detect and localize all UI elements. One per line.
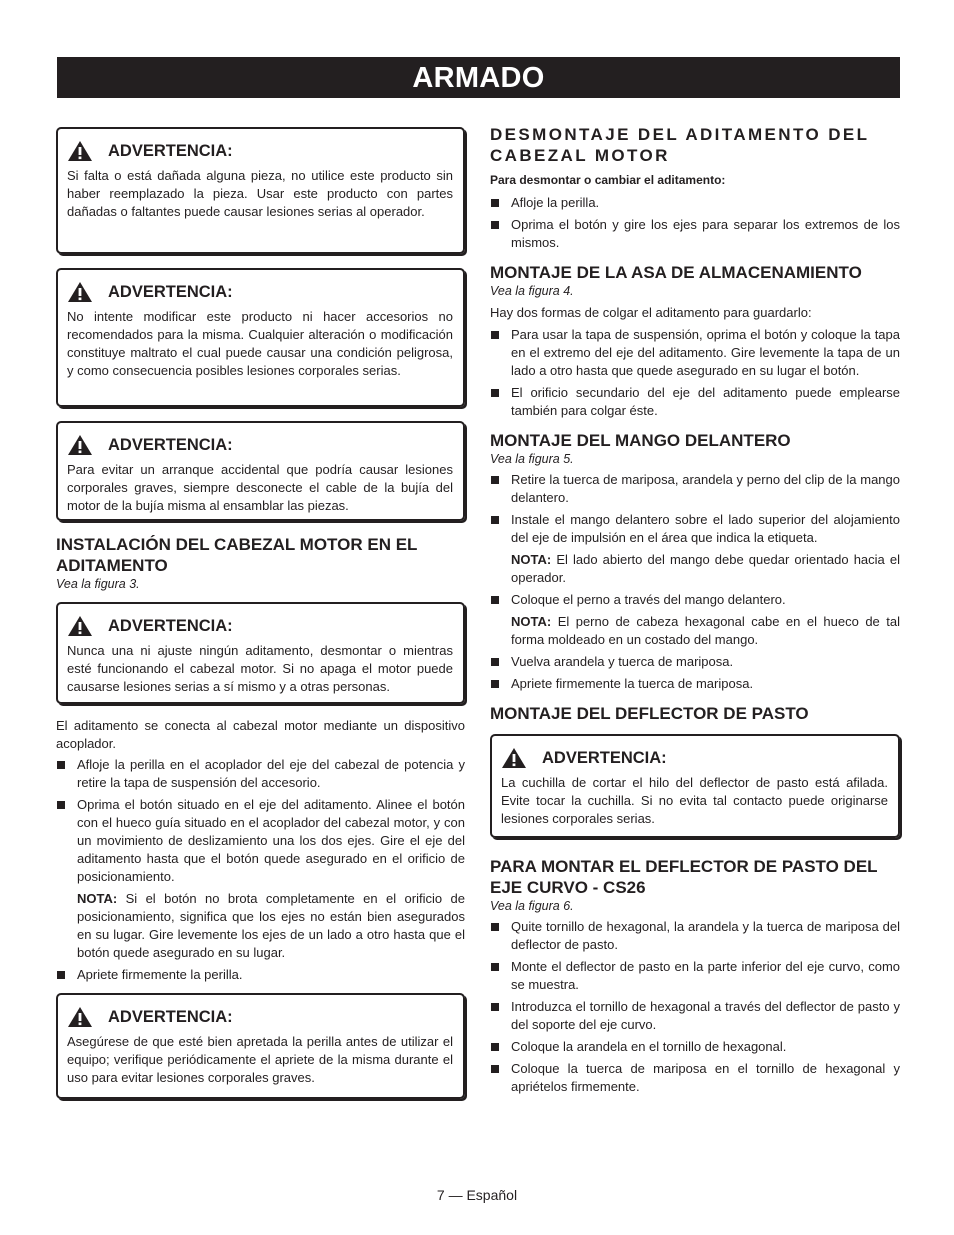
warning-label: ADVERTENCIA: <box>108 141 233 160</box>
warning-box <box>56 268 465 407</box>
left-column <box>56 127 465 1099</box>
bullet-icon <box>491 331 499 339</box>
bullet-icon <box>491 1065 499 1073</box>
note: NOTA: El lado abierto del mango debe quedar orientado hacia el operador. <box>511 552 900 585</box>
bullet-icon <box>491 923 499 931</box>
page-title-banner: ARMADO <box>57 57 900 98</box>
list-item: Afloje la perilla. <box>490 194 900 212</box>
list-item: Instale el mango delantero sobre el lado superior del alojamiento del eje de impulsión en el área que indica la etiqueta. <box>490 511 900 547</box>
warning-box <box>56 993 465 1099</box>
list-item: Introduzca el tornillo de hexagonal a través del deflector de pasto y del soporte del eje curvo. <box>490 998 900 1034</box>
bullet-icon <box>491 389 499 397</box>
note: NOTA: Si el botón no brota completamente en el orificio de posicionamiento, significa que los ejes no están bien asegurados en su lugar. Gire levemente los ejes de un lado a otro hasta que el botón quede asegurado en su lugar. <box>77 891 465 960</box>
list-item: Vuelva arandela y tuerca de mariposa. <box>490 653 900 671</box>
list-item: Retire la tuerca de mariposa, arandela y perno del clip de la mango delantero. <box>490 471 900 507</box>
bullet-icon <box>57 761 65 769</box>
list-item: Afloje la perilla en el acoplador del eje del cabezal de potencia y retire la tapa de suspensión del accesorio. <box>56 756 465 792</box>
bullet-icon <box>57 801 65 809</box>
warning-icon <box>67 615 93 637</box>
paragraph: Hay dos formas de colgar el aditamento para guardarlo: <box>490 305 812 320</box>
warning-label: ADVERTENCIA: <box>108 1007 233 1026</box>
list-item: Apriete firmemente la tuerca de mariposa. <box>490 675 900 693</box>
lead-text: Para desmontar o cambiar el aditamento: <box>490 173 726 187</box>
bullet-icon <box>491 476 499 484</box>
warning-box <box>490 734 900 838</box>
list-item: Apriete firmemente la perilla. <box>56 966 465 984</box>
warning-label: ADVERTENCIA: <box>108 616 233 635</box>
warning-box <box>56 127 465 254</box>
list-item: Monte el deflector de pasto en la parte inferior del eje curvo, como se muestra. <box>490 958 900 994</box>
bullet-icon <box>491 596 499 604</box>
list-item: Oprima el botón y gire los ejes para separar los extremos de los mismos. <box>490 216 900 252</box>
warning-box <box>56 421 465 521</box>
list-item: Oprima el botón situado en el eje del aditamento. Alinee el botón con el hueco guía situado en el acoplador del cabezal motor, y con un movimiento de deslizamiento una los dos ejes. Gire el eje del aditamento hasta que el botón quede asegurado en el orificio de posicionamiento. <box>56 796 465 886</box>
list-item: Quite tornillo de hexagonal, la arandela y la tuerca de mariposa del deflector de pasto. <box>490 918 900 954</box>
note: NOTA: El perno de cabeza hexagonal cabe en el hueco de tal forma moldeado en un costado del mango. <box>511 614 900 647</box>
figure-reference: Vea la figura 3. <box>56 577 140 591</box>
list-item: El orificio secundario del eje del aditamento puede emplearse también para colgar éste. <box>490 384 900 420</box>
list-item: Para usar la tapa de suspensión, oprima el botón y coloque la tapa en el extremo del eje del aditamento. Gire levemente la tapa de un lado a otro hasta que quede asegurado en su lugar el botón. <box>490 326 900 380</box>
warning-icon <box>67 434 93 456</box>
right-column <box>490 124 900 1100</box>
bullet-icon <box>491 658 499 666</box>
warning-text: No intente modificar este producto ni hacer accesorios no recomendados para la misma. Cualquier alteración o modificación constituye maltrato el cual puede causar una condición peligrosa, y como consecuencia posibles lesiones corporales serias. <box>67 309 453 378</box>
warning-label: ADVERTENCIA: <box>108 282 233 301</box>
paragraph: El aditamento se conecta al cabezal motor mediante un dispositivo acoplador. <box>56 718 465 751</box>
warning-text: La cuchilla de cortar el hilo del deflector de pasto está afilada. Evite tocar la cuchilla. Si no evita tal contacto puede originarse lesiones corporales serias. <box>501 775 888 826</box>
page-footer: 7 — Español <box>436 1187 518 1203</box>
section-title-deflector: MONTAJE DEL DEFLECTOR DE PASTO <box>490 704 809 723</box>
section-title-mango: MONTAJE DEL MANGO DELANTERO <box>490 431 791 450</box>
bullet-icon <box>491 1043 499 1051</box>
warning-icon <box>501 747 527 769</box>
warning-text: Para evitar un arranque accidental que podría causar lesiones corporales graves, siempre desconecte el cable de la bujía del motor de la bujía misma al ensamblar las piezas. <box>67 462 453 513</box>
warning-label: ADVERTENCIA: <box>542 748 667 767</box>
section-title-asa: MONTAJE DE LA ASA DE ALMACENAMIENTO <box>490 263 862 282</box>
section-title-instalacion: INSTALACIÓN DEL CABEZAL MOTOR EN EL ADITAMENTO <box>56 535 418 575</box>
section-title-eje-curvo: PARA MONTAR EL DEFLECTOR DE PASTO DEL EJE CURVO - CS26 <box>490 857 878 897</box>
list-item: Coloque la arandela en el tornillo de hexagonal. <box>490 1038 900 1056</box>
figure-reference: Vea la figura 4. <box>490 284 574 298</box>
figure-reference: Vea la figura 6. <box>490 899 574 913</box>
bullet-icon <box>491 221 499 229</box>
warning-text: Asegúrese de que esté bien apretada la perilla antes de utilizar el equipo; verifique periódicamente el apriete de la misma durante el uso para evitar lesiones corporales graves. <box>67 1034 453 1085</box>
warning-icon <box>67 281 93 303</box>
list-item: Coloque el perno a través del mango delantero. <box>490 591 900 609</box>
bullet-icon <box>491 680 499 688</box>
warning-label: ADVERTENCIA: <box>108 435 233 454</box>
warning-icon <box>67 140 93 162</box>
bullet-icon <box>491 199 499 207</box>
bullet-icon <box>491 963 499 971</box>
warning-text: Nunca una ni ajuste ningún aditamento, desmontar o mientras esté funcionando el cabezal motor. Si no apaga el motor puede causarse lesiones serias a sí mismo y a otras personas. <box>67 643 453 694</box>
warning-box <box>56 602 465 704</box>
bullet-icon <box>491 516 499 524</box>
figure-reference: Vea la figura 5. <box>490 452 574 466</box>
bullet-icon <box>491 1003 499 1011</box>
bullet-icon <box>57 971 65 979</box>
warning-icon <box>67 1006 93 1028</box>
list-item: Coloque la tuerca de mariposa en el tornillo de hexagonal y apriételos firmemente. <box>490 1060 900 1096</box>
warning-text: Si falta o está dañada alguna pieza, no utilice este producto sin haber reemplazado la pieza. Usar este producto con partes dañadas o faltantes puede causar lesiones serias al operador. <box>67 168 453 219</box>
section-title-desmontaje: DESMONTAJE DEL ADITAMENTO DEL CABEZAL MOTOR <box>490 125 870 165</box>
